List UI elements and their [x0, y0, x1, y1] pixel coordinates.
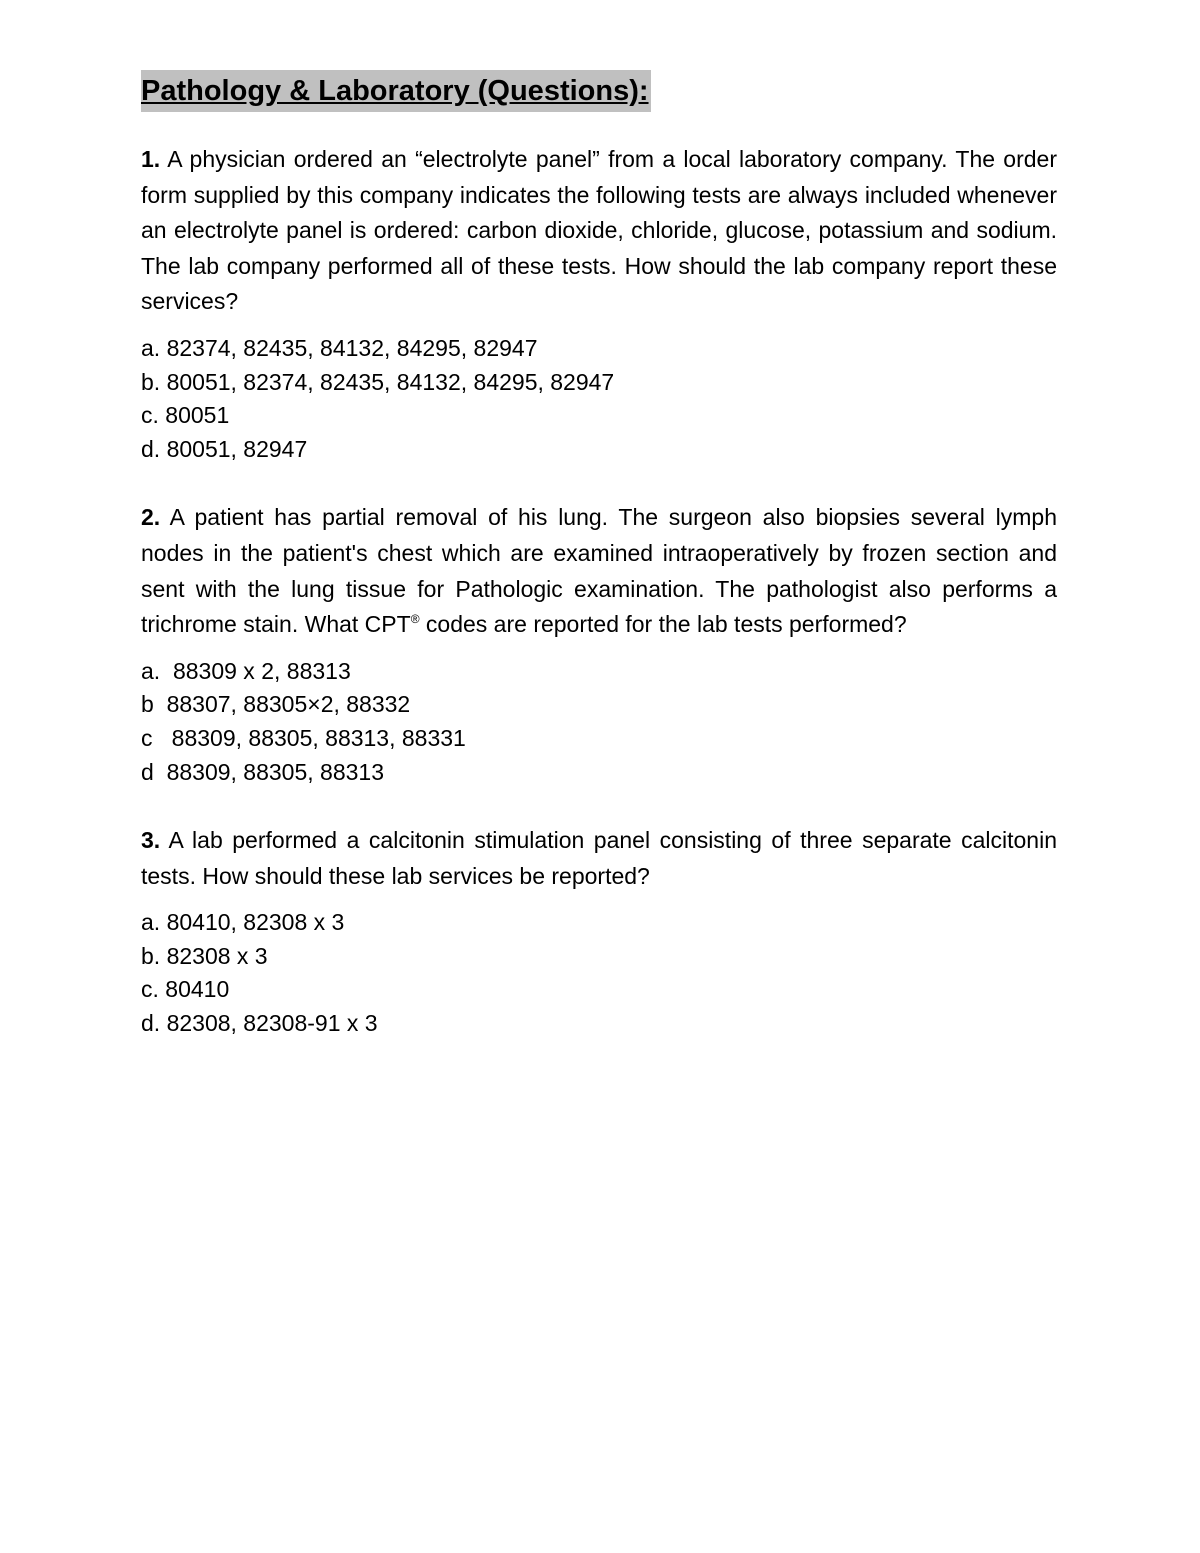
question-number: 1. — [141, 146, 161, 172]
answer-options — [141, 906, 1057, 1040]
question-number: 2. — [141, 504, 161, 531]
answer-option: d. 80051, 82947 — [141, 435, 308, 462]
question-number: 3. — [141, 827, 161, 854]
answer-option: d 88309, 88305, 88313 — [141, 758, 385, 785]
answer-option: b. 80051, 82374, 82435, 84132, 84295, 82947 — [141, 368, 615, 395]
question-text-continued: codes are reported for the lab tests performed? — [419, 611, 907, 638]
answer-options — [141, 655, 1057, 789]
question-text: A lab performed a calcitonin stimulation panel consisting of three separate calcitonin tests. How should these lab services be reported? — [141, 827, 1057, 889]
question-2 — [141, 500, 1057, 642]
registered-mark: ® — [410, 612, 420, 627]
answer-option: c 88309, 88305, 88313, 88331 — [141, 724, 466, 751]
question-1 — [141, 142, 1057, 320]
answer-option: d. 82308, 82308-91 x 3 — [141, 1010, 378, 1037]
answer-option: a. 88309 x 2, 88313 — [141, 657, 351, 684]
document-page — [141, 70, 1057, 1041]
question-text: A physician ordered an “electrolyte panel” from a local laboratory company. The order form supplied by this company indicates the following tests are always included whenever an electrolyte panel is ordered: carbon dioxide, chloride, glucose, potassium and sodium. The lab company performed all of these tests. How should the lab company report these services? — [141, 146, 1057, 315]
answer-option: b. 82308 x 3 — [141, 942, 268, 969]
question-3 — [141, 823, 1057, 894]
answer-option: a. 80410, 82308 x 3 — [141, 909, 345, 936]
answer-option: c. 80410 — [141, 976, 230, 1003]
page-title: Pathology & Laboratory (Questions): — [141, 70, 651, 112]
question-text: A patient has partial removal of his lung. The surgeon also biopsies several lymph nodes in the patient's chest which are examined intraoperatively by frozen section and sent with the lung tissue for Pathologic examination. The pathologist also performs a trichrome stain. What CPT — [141, 504, 1057, 638]
answer-option: c. 80051 — [141, 402, 230, 429]
answer-option: a. 82374, 82435, 84132, 84295, 82947 — [141, 334, 538, 361]
answer-option: b 88307, 88305×2, 88332 — [141, 691, 411, 718]
answer-options — [141, 332, 1057, 466]
